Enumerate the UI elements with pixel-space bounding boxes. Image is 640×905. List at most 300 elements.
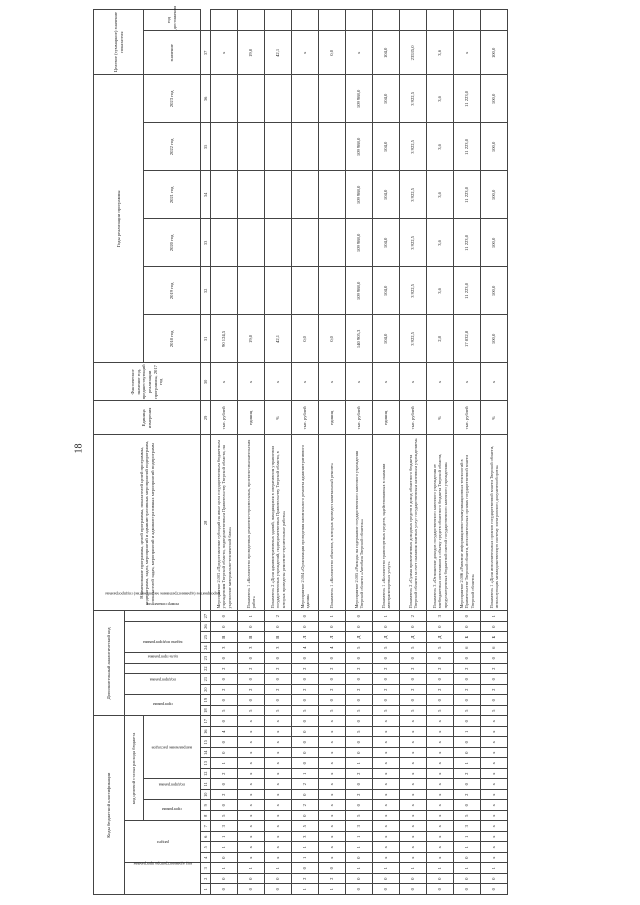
code-cell: 1: [454, 842, 481, 853]
row-v2018-cell: 0,0: [319, 315, 346, 363]
code-cell: 2: [265, 684, 292, 695]
code-cell: х: [265, 842, 292, 853]
code-cell: 0: [427, 653, 454, 664]
code-cell: х: [238, 769, 265, 780]
code-cell: х: [265, 758, 292, 769]
row-v2021-cell: 109 988,0: [346, 171, 373, 219]
row-v2018-cell: 19,0: [238, 315, 265, 363]
code-cell: х: [265, 832, 292, 843]
row-v2020-cell: [292, 219, 319, 267]
code-cell: 0: [238, 674, 265, 685]
column-numbers-row: [201, 9, 211, 894]
row-v2023-cell: [238, 75, 265, 123]
expense-code-title: код целевой статьи расхода бюджета: [125, 716, 144, 821]
row-target-cell: х: [292, 31, 319, 75]
code-cell: 2: [211, 790, 238, 801]
code-cell: 5: [400, 642, 427, 653]
column-number-cell: 28: [201, 435, 211, 611]
table-row: [373, 9, 400, 894]
column-number-cell: 29: [201, 401, 211, 435]
code-cell: х: [400, 832, 427, 843]
row-v2018-cell: 17 832,8: [454, 315, 481, 363]
code-cell: 2: [400, 611, 427, 622]
code-cell: 0: [292, 737, 319, 748]
goal-label-header: цель программы: [125, 663, 201, 674]
code-cell: 2: [265, 663, 292, 674]
column-number-cell: 24: [201, 642, 211, 653]
code-cell: 0: [211, 779, 238, 790]
code-cell: 0: [292, 653, 319, 664]
row-v2023-cell: [211, 75, 238, 123]
row-target-cell: 23535,0: [400, 31, 427, 75]
code-cell: х: [427, 758, 454, 769]
row-v2018-cell: 3 922,5: [400, 315, 427, 363]
code-cell: х: [400, 821, 427, 832]
code-cell: 0: [319, 674, 346, 685]
row-v2022-cell: [211, 123, 238, 171]
unit-column-header: Единица измерения: [94, 401, 201, 435]
code-cell: 2: [346, 684, 373, 695]
row-tyear-cell: [400, 9, 427, 31]
code-cell: х: [373, 748, 400, 759]
code-cell: 2: [292, 874, 319, 885]
code-cell: 3: [427, 611, 454, 622]
column-number-cell: 11: [201, 779, 211, 790]
table-row: [346, 9, 373, 894]
code-cell: х: [400, 758, 427, 769]
code-cell: 0: [211, 737, 238, 748]
row-v2019-cell: [265, 267, 292, 315]
row-name-cell: Показатель 1 «Количество транспортных средств, задействованных в оказании автотранспортных услуг»: [373, 435, 400, 611]
code-cell: х: [481, 832, 508, 843]
table-row: [292, 9, 319, 894]
row-v2020-cell: [319, 219, 346, 267]
code-cell: Д: [427, 632, 454, 643]
code-cell: х: [319, 811, 346, 822]
row-unit-cell: тыс. рублей: [211, 401, 238, 435]
row-v2023-cell: 3 922,5: [400, 75, 427, 123]
table-row: [400, 9, 427, 894]
row-v2023-cell: 104,0: [373, 75, 400, 123]
code-cell: 5: [346, 705, 373, 716]
code-cell: 5: [265, 705, 292, 716]
code-cell: х: [265, 779, 292, 790]
row-v2021-cell: [319, 171, 346, 219]
row-name-cell: Показатель 1 «Количество объектов, в которых проведен капитальный ремонт»: [319, 435, 346, 611]
code-cell: 1: [373, 863, 400, 874]
row-v2019-cell: 104,0: [373, 267, 400, 315]
code-cell: 3: [238, 642, 265, 653]
code-cell: х: [319, 716, 346, 727]
code-cell: 2: [265, 611, 292, 622]
row-v2020-cell: 100,0: [481, 219, 508, 267]
row-v2023-cell: [265, 75, 292, 123]
code-cell: 0: [211, 621, 238, 632]
target-year-header: год достижения: [144, 9, 201, 31]
column-number-cell: 17: [201, 716, 211, 727]
row-v2019-cell: [211, 267, 238, 315]
code-cell: 2: [454, 684, 481, 695]
code-cell: 5: [454, 705, 481, 716]
column-number-cell: 36: [201, 75, 211, 123]
row-target-cell: х: [454, 31, 481, 75]
code-cell: 0: [319, 695, 346, 706]
code-cell: 0: [454, 695, 481, 706]
code-cell: х: [427, 842, 454, 853]
code-cell: 2: [481, 684, 508, 695]
rotated-table-container: [93, 5, 613, 895]
code-cell: х: [265, 790, 292, 801]
row-v2019-cell: 3 922,5: [400, 267, 427, 315]
years-title: Годы реализации программы: [94, 75, 144, 363]
code-cell: 1: [211, 863, 238, 874]
row-name-cell: Показатель 2 «Сумма привлеченных доходных средств в доход областного бюджета Тверской области за счет оказания платных услуг государственным казенным учреждением»: [400, 435, 427, 611]
code-cell: 5: [481, 705, 508, 716]
row-fact-cell: х: [238, 363, 265, 401]
code-cell: х: [400, 779, 427, 790]
subprogram-code-header: подпрограмма: [144, 779, 201, 800]
column-number-cell: 23: [201, 653, 211, 664]
code-cell: 2: [319, 663, 346, 674]
code-cell: х: [319, 769, 346, 780]
row-v2019-cell: 11 223,0: [454, 267, 481, 315]
row-fact-cell: х: [427, 363, 454, 401]
program-table: [93, 5, 508, 895]
code-cell: 0: [427, 874, 454, 885]
row-name-cell: Показатель 1 «Количество проведенных ремонтно-строительных, проектно-изыскательских работ»: [238, 435, 265, 611]
column-number-cell: 7: [201, 821, 211, 832]
code-cell: 1: [481, 611, 508, 622]
code-cell: 2: [427, 663, 454, 674]
code-cell: 4: [211, 727, 238, 738]
code-cell: х: [481, 737, 508, 748]
subprogram-task-header: задача подпрограммы: [125, 653, 201, 664]
code-cell: х: [427, 853, 454, 864]
code-cell: 2: [238, 663, 265, 674]
code-cell: х: [481, 790, 508, 801]
code-cell: 5: [346, 727, 373, 738]
row-v2022-cell: 11 223,0: [454, 123, 481, 171]
code-cell: х: [319, 821, 346, 832]
code-cell: 0: [211, 653, 238, 664]
code-cell: 0: [319, 653, 346, 664]
code-cell: 0: [319, 621, 346, 632]
code-cell: 2: [211, 684, 238, 695]
code-cell: х: [238, 737, 265, 748]
row-v2018-cell: 0,0: [292, 315, 319, 363]
column-number-cell: 12: [201, 769, 211, 780]
program-code-header: программа: [144, 800, 201, 821]
code-cell: х: [400, 842, 427, 853]
code-cell: 2: [319, 684, 346, 695]
code-cell: 2: [427, 684, 454, 695]
code-cell: х: [400, 727, 427, 738]
row-v2020-cell: [238, 219, 265, 267]
row-v2018-cell: 100,0: [481, 315, 508, 363]
table-row: [238, 9, 265, 894]
row-name-cell: Показатель 3 «Отношение доходов государственного казенного учреждения от внебюджетных источников к объему средств областного бюджета Тверской области, предусмотренных бюджетной сметой государственного казенного учреждения»: [427, 435, 454, 611]
code-cell: Л: [319, 632, 346, 643]
code-cell: 0: [346, 611, 373, 622]
column-number-cell: 6: [201, 832, 211, 843]
code-cell: 0: [292, 695, 319, 706]
code-cell: 5: [373, 705, 400, 716]
code-cell: х: [265, 727, 292, 738]
code-cell: 0: [238, 621, 265, 632]
code-cell: х: [373, 758, 400, 769]
column-number-cell: 30: [201, 363, 211, 401]
code-cell: х: [373, 821, 400, 832]
code-cell: х: [238, 842, 265, 853]
target-title: Целевое (суммарное) значение показателя: [94, 9, 144, 75]
row-target-cell: 19,0: [238, 31, 265, 75]
code-cell: 2: [292, 779, 319, 790]
section-header: раздел: [125, 821, 201, 863]
code-cell: 5: [211, 705, 238, 716]
code-cell: х: [400, 769, 427, 780]
indicator-label-header: номер показателя: [125, 611, 201, 622]
column-number-cell: 19: [201, 695, 211, 706]
code-cell: 1: [238, 863, 265, 874]
code-cell: х: [319, 800, 346, 811]
code-cell: х: [238, 853, 265, 864]
code-cell: 2: [481, 663, 508, 674]
row-tyear-cell: [454, 9, 481, 31]
code-cell: х: [238, 800, 265, 811]
row-fact-cell: х: [481, 363, 508, 401]
row-v2018-cell: 2,8: [427, 315, 454, 363]
row-unit-cell: тыс. рублей: [292, 401, 319, 435]
code-cell: 2: [211, 663, 238, 674]
row-name-cell: Мероприятие 2.004 «Организация проведения капитального ремонта административного здания»: [292, 435, 319, 611]
code-cell: 0: [373, 884, 400, 895]
subprogram-label-header: подпрограмма: [125, 674, 201, 695]
row-v2020-cell: 3,6: [427, 219, 454, 267]
code-cell: 0: [346, 748, 373, 759]
row-v2022-cell: 3,6: [427, 123, 454, 171]
code-cell: х: [373, 800, 400, 811]
code-cell: 1: [454, 758, 481, 769]
row-v2022-cell: 3 922,5: [400, 123, 427, 171]
code-cell: 2: [454, 769, 481, 780]
column-number-cell: 5: [201, 842, 211, 853]
code-cell: х: [238, 811, 265, 822]
code-cell: х: [400, 811, 427, 822]
code-cell: х: [265, 853, 292, 864]
column-number-cell: 9: [201, 800, 211, 811]
code-cell: 1: [292, 853, 319, 864]
code-cell: 1: [454, 863, 481, 874]
code-cell: 0: [346, 653, 373, 664]
code-cell: 0: [265, 695, 292, 706]
code-cell: 0: [400, 884, 427, 895]
row-v2022-cell: 104,0: [373, 123, 400, 171]
code-cell: 0: [427, 695, 454, 706]
code-cell: х: [427, 779, 454, 790]
admin-code-header: код администратора программы: [125, 863, 201, 895]
code-cell: 0: [454, 737, 481, 748]
row-tyear-cell: [265, 9, 292, 31]
column-number-cell: 27: [201, 611, 211, 622]
code-cell: х: [400, 748, 427, 759]
code-cell: 1: [481, 863, 508, 874]
code-cell: 0: [346, 779, 373, 790]
code-cell: 2: [292, 663, 319, 674]
code-cell: 0: [400, 653, 427, 664]
row-v2022-cell: [292, 123, 319, 171]
row-target-cell: 104,0: [373, 31, 400, 75]
column-number-cell: 21: [201, 674, 211, 685]
code-cell: Д: [346, 632, 373, 643]
row-v2022-cell: 100,0: [481, 123, 508, 171]
code-cell: 0: [238, 695, 265, 706]
row-v2019-cell: [238, 267, 265, 315]
code-cell: х: [238, 832, 265, 843]
code-cell: 0: [346, 853, 373, 864]
code-cell: 0: [265, 674, 292, 685]
row-unit-cell: тыс. рублей: [454, 401, 481, 435]
code-cell: х: [373, 832, 400, 843]
code-cell: 0: [211, 611, 238, 622]
code-cell: 0: [292, 863, 319, 874]
code-cell: х: [481, 758, 508, 769]
code-cell: 5: [373, 642, 400, 653]
row-name-cell: Мероприятие 2.003 «Предоставление субсидий на иные цели государственным бюджетным учреждениям Тверской области, подведомственным Правительству Тверской области, на укрепление материально-технической базы»: [211, 435, 238, 611]
code-cell: х: [427, 727, 454, 738]
year-2019-header: 2019 год: [144, 267, 201, 315]
code-cell: 0: [292, 621, 319, 632]
code-cell: 3: [265, 642, 292, 653]
code-cell: 0: [292, 811, 319, 822]
additional-code-title: Дополнительный аналитический код: [94, 611, 125, 716]
row-v2023-cell: 11 223,0: [454, 75, 481, 123]
code-cell: 0: [454, 674, 481, 685]
code-cell: 1: [319, 884, 346, 895]
code-cell: 3: [211, 642, 238, 653]
program-label-header: программа: [125, 695, 201, 716]
code-cell: х: [481, 716, 508, 727]
row-v2019-cell: 100,0: [481, 267, 508, 315]
row-v2019-cell: 3,6: [427, 267, 454, 315]
activity-label-header: мероприятие (административное мероприятие) подпрограммы: [125, 621, 201, 653]
row-v2021-cell: 11 223,0: [454, 171, 481, 219]
row-v2021-cell: 3,6: [427, 171, 454, 219]
code-cell: 0: [481, 874, 508, 885]
code-cell: 2: [454, 790, 481, 801]
code-cell: 1: [211, 842, 238, 853]
code-cell: 1: [454, 727, 481, 738]
code-cell: 1: [211, 758, 238, 769]
code-cell: х: [265, 800, 292, 811]
code-cell: 0: [211, 884, 238, 895]
code-cell: х: [265, 748, 292, 759]
column-number-cell: 1: [201, 884, 211, 895]
table-row: [454, 9, 481, 894]
code-cell: х: [481, 748, 508, 759]
code-cell: 0: [454, 653, 481, 664]
table-body: [201, 9, 508, 894]
code-cell: В: [238, 632, 265, 643]
column-number-cell: 32: [201, 267, 211, 315]
row-v2019-cell: [292, 267, 319, 315]
row-unit-cell: единиц: [373, 401, 400, 435]
code-cell: 2: [400, 663, 427, 674]
code-cell: 0: [454, 800, 481, 811]
code-cell: 0: [454, 716, 481, 727]
code-cell: 0: [292, 611, 319, 622]
code-cell: х: [400, 800, 427, 811]
code-cell: х: [238, 779, 265, 790]
row-tyear-cell: [292, 9, 319, 31]
code-cell: 0: [427, 884, 454, 895]
code-cell: х: [481, 769, 508, 780]
row-v2021-cell: [238, 171, 265, 219]
code-cell: Л: [292, 632, 319, 643]
code-cell: 0: [373, 653, 400, 664]
code-cell: 4: [319, 642, 346, 653]
row-fact-cell: х: [454, 363, 481, 401]
code-cell: Д: [400, 632, 427, 643]
code-cell: 2: [373, 663, 400, 674]
code-cell: 1: [238, 611, 265, 622]
code-cell: х: [319, 727, 346, 738]
code-cell: х: [427, 748, 454, 759]
column-number-cell: 8: [201, 811, 211, 822]
code-cell: 6: [481, 642, 508, 653]
code-cell: 0: [346, 716, 373, 727]
table-row: [319, 9, 346, 894]
row-v2022-cell: [319, 123, 346, 171]
code-cell: 0: [481, 884, 508, 895]
code-cell: 0: [346, 674, 373, 685]
code-cell: 4: [292, 642, 319, 653]
code-cell: 5: [319, 705, 346, 716]
code-cell: 0: [481, 674, 508, 685]
code-cell: 0: [292, 748, 319, 759]
row-v2023-cell: 3,6: [427, 75, 454, 123]
column-number-cell: 13: [201, 758, 211, 769]
code-cell: 0: [211, 716, 238, 727]
code-cell: х: [481, 779, 508, 790]
code-cell: 0: [238, 653, 265, 664]
code-cell: х: [481, 842, 508, 853]
name-column-header: Наименование программы, целей программы, показателей целей программы, подпрограмм, задач, мероприятий и административных мероприятий подпрограмм, показателей задач, мероприятий и административных мероприятий подпрограмм: [94, 435, 201, 611]
table-row: [265, 9, 292, 894]
code-cell: х: [265, 769, 292, 780]
code-cell: 0: [238, 884, 265, 895]
column-number-cell: 16: [201, 727, 211, 738]
row-target-cell: х: [346, 31, 373, 75]
code-cell: 1: [265, 863, 292, 874]
year-2021-header: 2021 год: [144, 171, 201, 219]
code-cell: х: [481, 727, 508, 738]
row-tyear-cell: [373, 9, 400, 31]
code-cell: х: [238, 716, 265, 727]
row-v2022-cell: [238, 123, 265, 171]
code-cell: х: [373, 790, 400, 801]
row-fact-cell: х: [211, 363, 238, 401]
code-cell: 0: [373, 874, 400, 885]
code-cell: 0: [373, 674, 400, 685]
code-cell: х: [427, 821, 454, 832]
code-cell: 0: [292, 716, 319, 727]
year-2022-header: 2022 год: [144, 123, 201, 171]
page-number: 18: [73, 443, 85, 454]
code-cell: х: [373, 727, 400, 738]
column-number-cell: 26: [201, 621, 211, 632]
code-cell: 0: [481, 621, 508, 632]
code-cell: х: [238, 727, 265, 738]
